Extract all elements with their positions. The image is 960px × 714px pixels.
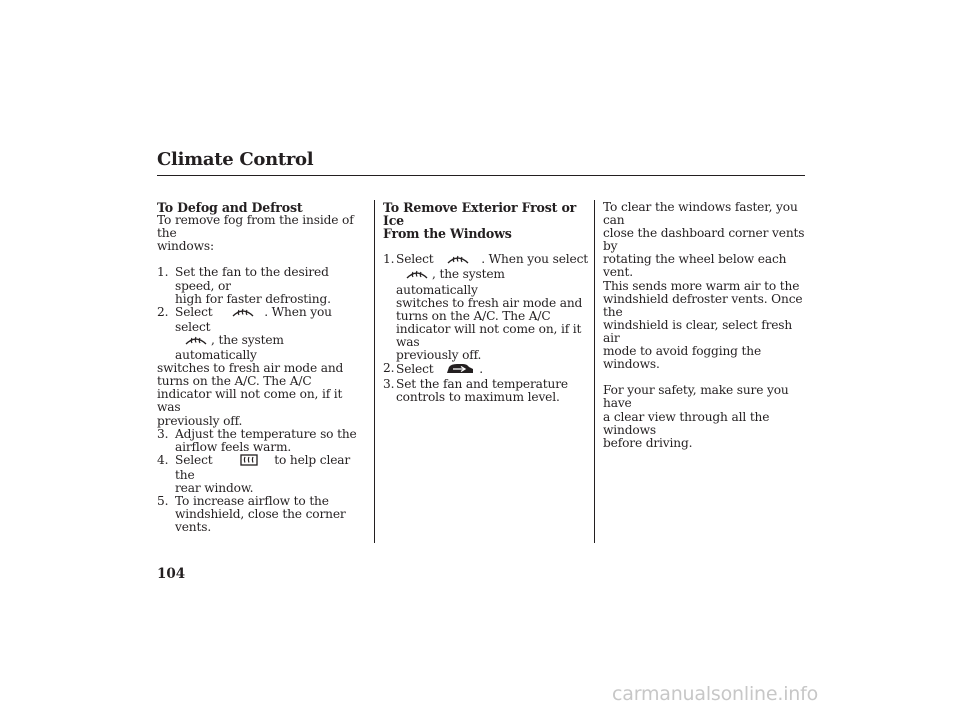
step-1: 1. Set the fan to the desired speed, or high for faster defrosting. <box>157 265 331 306</box>
front-defrost-icon <box>447 253 469 268</box>
page-number: 104 <box>157 566 186 582</box>
intro-text: To remove fog from the inside of the windows: <box>157 213 354 254</box>
section-heading-defog: To Defog and Defrost <box>157 200 303 215</box>
front-defrost-icon <box>232 306 254 321</box>
frost-step-1: 1. Select . When you select , the system automatically switches to fresh air mode and turns on the A/C. The A/C indicator will not come on, if it was previously off. <box>383 252 588 363</box>
step-3: 3. Adjust the temperature so the airflow feels warm. <box>157 426 357 454</box>
tip-paragraph-2: For your safety, make sure you have a clear view through all the windows before driving. <box>603 383 789 450</box>
step-5: 5. To increase airflow to the windshield, close the corner vents. <box>157 494 346 535</box>
tip-paragraph-1: To clear the windows faster, you can close the dashboard corner vents by rotating the wheel below each vent. This sends more warm air to the windshield defroster vents. Once the windshield is clear, select fresh air mode to avoid fogging the windows. <box>603 200 805 372</box>
frost-step-3: 3. Set the fan and temperature controls to maximum level. <box>383 377 568 405</box>
watermark: carmanualsonline.info <box>612 683 819 705</box>
fresh-air-mode-icon <box>445 362 475 378</box>
column-divider-left <box>374 200 375 543</box>
front-defrost-icon <box>185 334 207 349</box>
rear-defrost-icon <box>240 454 258 469</box>
step-4: 4. Select to help clear the rear window. <box>157 452 351 495</box>
column-remove-frost <box>383 201 588 404</box>
column-defog-defrost <box>157 201 369 534</box>
step-2-continued: switches to fresh air mode and turns on the A/C. The A/C indicator will not come on, if it was previously off. <box>157 361 344 428</box>
page-title: Climate Control <box>157 149 314 170</box>
section-heading-frost: To Remove Exterior Frost or Ice From the Windows <box>383 200 577 242</box>
column-divider-right <box>594 200 595 543</box>
title-rule <box>157 175 805 176</box>
step-2: 2. Select . When you select , the system automatically <box>157 304 332 363</box>
front-defrost-icon <box>406 268 428 283</box>
frost-step-2: 2. Select . <box>383 362 588 378</box>
column-tips <box>603 201 808 450</box>
